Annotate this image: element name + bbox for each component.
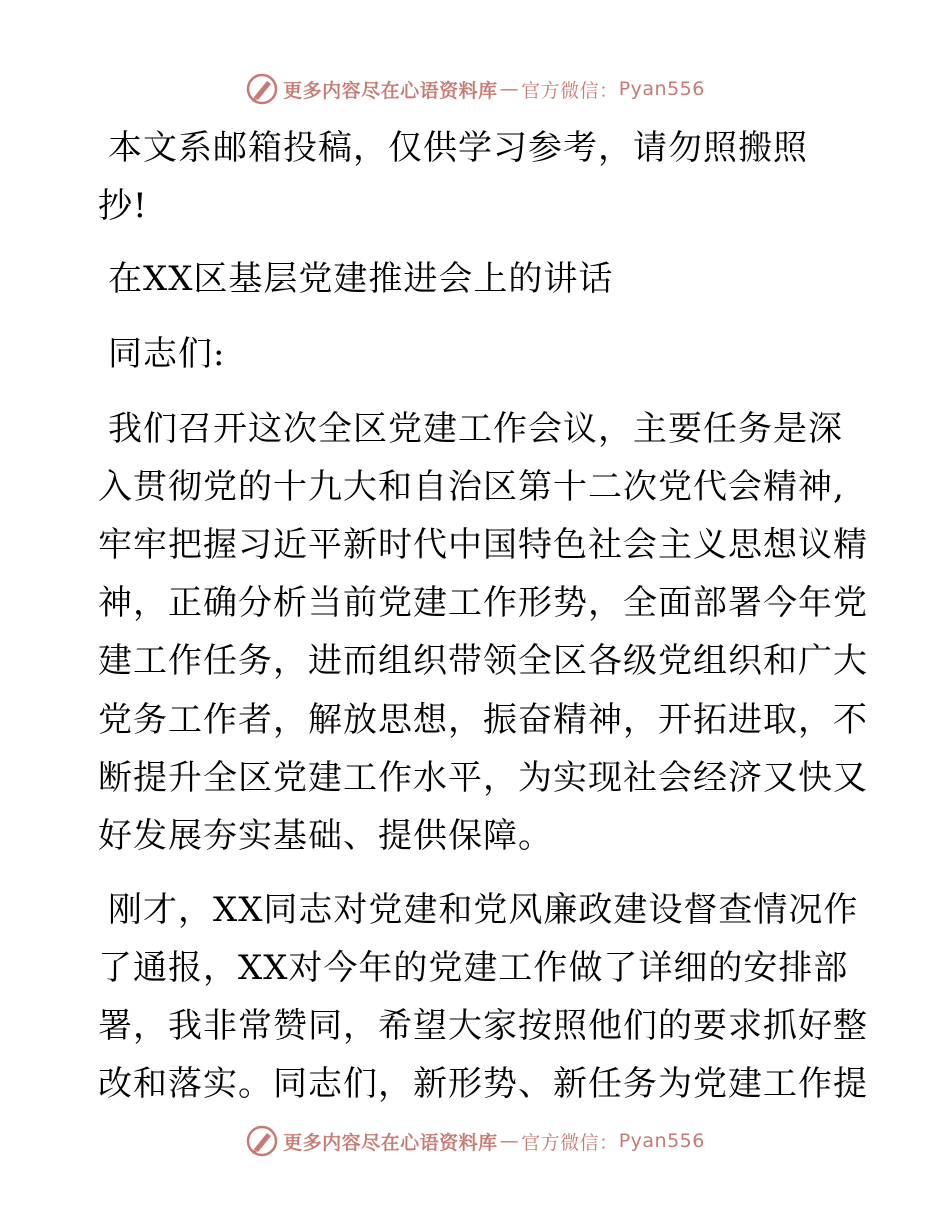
paragraph-2-line: 改和落实。同志们，新形势、新任务为党建工作提 (98, 1064, 868, 1104)
watermark-account: Pyan556 (618, 78, 705, 100)
paragraph-1-line: 神，正确分析当前党建工作形势，全面部署今年党 (98, 583, 868, 623)
watermark-dash: — (499, 78, 520, 100)
paragraph-1-line: 好发展夯实基础、提供保障。 (98, 816, 553, 856)
watermark-dash: — (499, 1130, 520, 1152)
salutation: 同志们: (108, 334, 226, 374)
paragraph-2-line: 署，我非常赞同，希望大家按照他们的要求抓好整 (98, 1006, 868, 1046)
paragraph-1-line: 断提升全区党建工作水平，为实现社会经济又快又 (98, 758, 868, 798)
watermark-account: Pyan556 (618, 1130, 705, 1152)
paragraph-1-line: 党务工作者，解放思想，振奋精神，开拓进取，不 (98, 700, 868, 740)
pen-logo-icon (245, 72, 279, 106)
paragraph-1-line: 牢牢把握习近平新时代中国特色社会主义思想议精 (98, 525, 868, 565)
pen-logo-icon (245, 1124, 279, 1158)
watermark-suffix: 官方微信： (521, 1131, 619, 1154)
watermark-main-text: 更多内容尽在心语资料库 (283, 79, 498, 102)
paragraph-1-line: 我们召开这次全区党建工作会议，主要任务是深 (108, 409, 843, 449)
paragraph-1-line: 入贯彻党的十九大和自治区第十二次党代会精神, (98, 467, 845, 507)
watermark-footer (0, 1124, 950, 1158)
watermark-suffix: 官方微信： (521, 79, 619, 102)
notice-line-2: 抄! (98, 186, 148, 226)
notice-line-1: 本文系邮箱投稿，仅供学习参考，请勿照搬照 (108, 128, 808, 168)
document-title: 在XX区基层党建推进会上的讲话 (108, 259, 614, 299)
paragraph-2-line: 了通报，XX对今年的党建工作做了详细的安排部 (98, 948, 849, 988)
watermark-main-text: 更多内容尽在心语资料库 (283, 1131, 498, 1154)
watermark-header (0, 72, 950, 106)
paragraph-2-line: 刚才，XX同志对党建和党风廉政建设督查情况作 (108, 890, 859, 930)
paragraph-1-line: 建工作任务，进而组织带领全区各级党组织和广大 (98, 641, 868, 681)
